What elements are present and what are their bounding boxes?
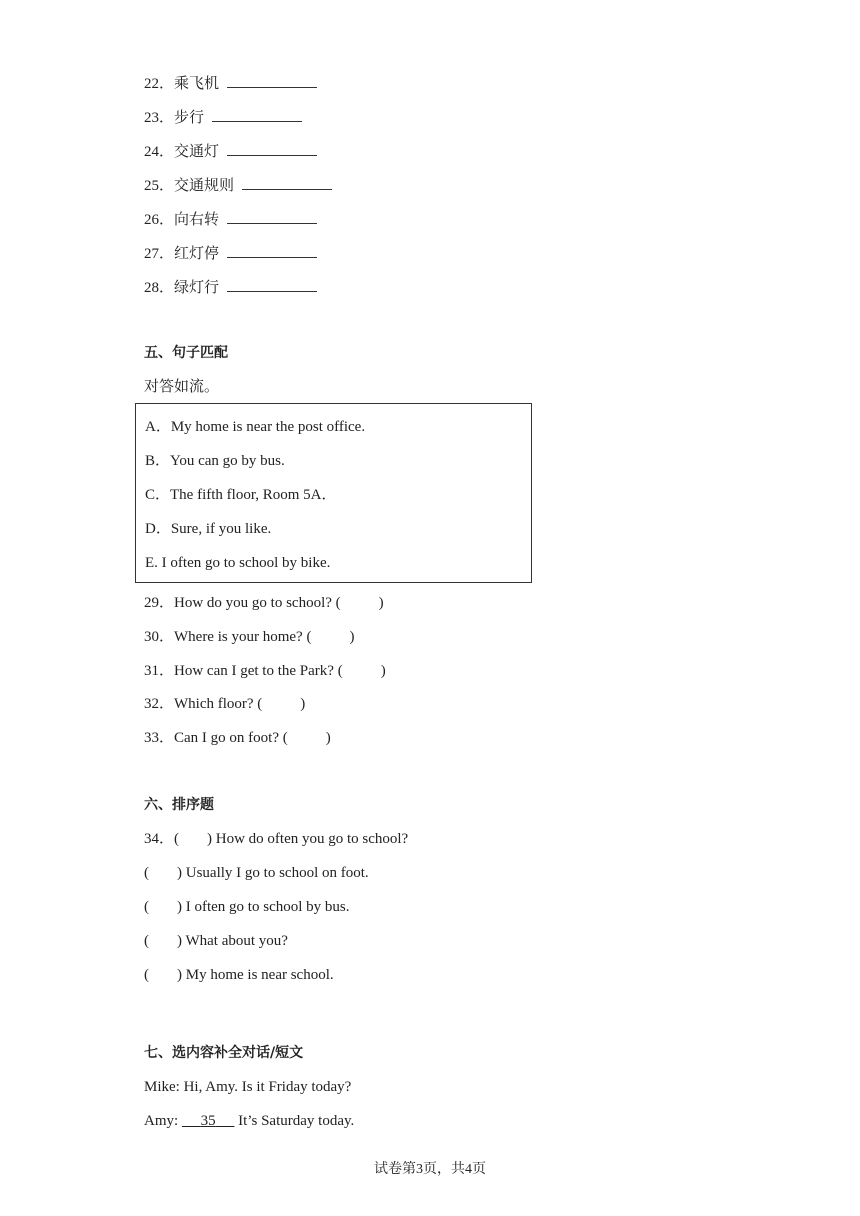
question-text: 32．Which floor? (	[144, 696, 263, 712]
option-e: E. I often go to school by bike.	[145, 555, 331, 571]
answer-blank[interactable]	[242, 174, 332, 190]
question-30	[144, 627, 354, 647]
item-text: 乘飞机	[174, 76, 220, 92]
dialogue-line-1: Mike: Hi, Amy. Is it Friday today?	[144, 1079, 352, 1095]
options-box	[135, 403, 532, 583]
answer-blank[interactable]	[227, 72, 317, 88]
vocab-item-27	[144, 242, 317, 264]
question-29	[144, 593, 384, 613]
item-text: 步行	[174, 110, 205, 126]
dialogue-line-2	[144, 1111, 354, 1131]
vocab-item-26	[144, 208, 317, 230]
close-paren: )	[349, 629, 355, 645]
order-text: ) How do often you go to school?	[207, 831, 409, 847]
item-text: 交通规则	[174, 178, 235, 194]
option-d: D．Sure, if you like.	[145, 521, 272, 537]
vocab-item-25	[144, 174, 332, 196]
answer-blank[interactable]	[227, 208, 317, 224]
vocab-item-23	[144, 106, 302, 128]
question-32	[144, 694, 305, 714]
section-title-7: 七、选内容补全对话/短文	[144, 1045, 304, 1061]
open-paren: (	[144, 967, 149, 983]
question-text: 29．How do you go to school? (	[144, 595, 341, 611]
option-b: B．You can go by bus.	[145, 453, 285, 469]
item-text: 红灯停	[174, 246, 220, 262]
order-text: ) What about you?	[177, 933, 288, 949]
page-footer: 试卷第3页，共4页	[374, 1162, 486, 1177]
answer-blank[interactable]	[227, 140, 317, 156]
close-paren: )	[380, 663, 386, 679]
item-number: 25．	[144, 178, 175, 194]
item-number: 28．	[144, 280, 175, 296]
order-item	[144, 965, 334, 985]
question-text: 31．How can I get to the Park? (	[144, 663, 343, 679]
vocab-item-22	[144, 72, 317, 94]
question-text: 30．Where is your home? (	[144, 629, 312, 645]
item-number: 24．	[144, 144, 175, 160]
question-31	[144, 661, 386, 681]
section-instruction: 对答如流。	[144, 379, 220, 395]
dialogue-text: It’s Saturday today.	[234, 1113, 355, 1129]
answer-blank-35[interactable]	[182, 1111, 235, 1131]
answer-blank[interactable]	[227, 276, 317, 292]
open-paren: (	[144, 899, 149, 915]
item-number: 23．	[144, 110, 175, 126]
open-paren: (	[144, 865, 149, 881]
option-a: A．My home is near the post office.	[145, 419, 366, 435]
order-item-34	[144, 829, 408, 849]
section-title-6: 六、排序题	[144, 797, 214, 813]
order-text: ) I often go to school by bus.	[177, 899, 350, 915]
vocab-item-24	[144, 140, 317, 162]
section-title-5: 五、句子匹配	[144, 345, 228, 361]
order-item	[144, 863, 369, 883]
order-item	[144, 897, 349, 917]
answer-blank[interactable]	[212, 106, 302, 122]
item-number: 26．	[144, 212, 175, 228]
close-paren: )	[378, 595, 384, 611]
open-paren: (	[144, 933, 149, 949]
question-33	[144, 728, 331, 748]
blank-number: 35	[200, 1113, 216, 1129]
order-text: ) Usually I go to school on foot.	[177, 865, 369, 881]
question-text: 33．Can I go on foot? (	[144, 730, 288, 746]
close-paren: )	[300, 696, 306, 712]
vocab-item-28	[144, 276, 317, 298]
item-text: 交通灯	[174, 144, 220, 160]
item-number: 27．	[144, 246, 175, 262]
order-text: ) My home is near school.	[177, 967, 334, 983]
option-c: C．The fifth floor, Room 5A．	[145, 487, 337, 503]
close-paren: )	[325, 730, 331, 746]
open-paren: 34．(	[144, 831, 179, 847]
speaker: Amy:	[144, 1113, 182, 1129]
item-text: 向右转	[174, 212, 220, 228]
item-text: 绿灯行	[174, 280, 220, 296]
order-item	[144, 931, 288, 951]
item-number: 22．	[144, 76, 175, 92]
answer-blank[interactable]	[227, 242, 317, 258]
